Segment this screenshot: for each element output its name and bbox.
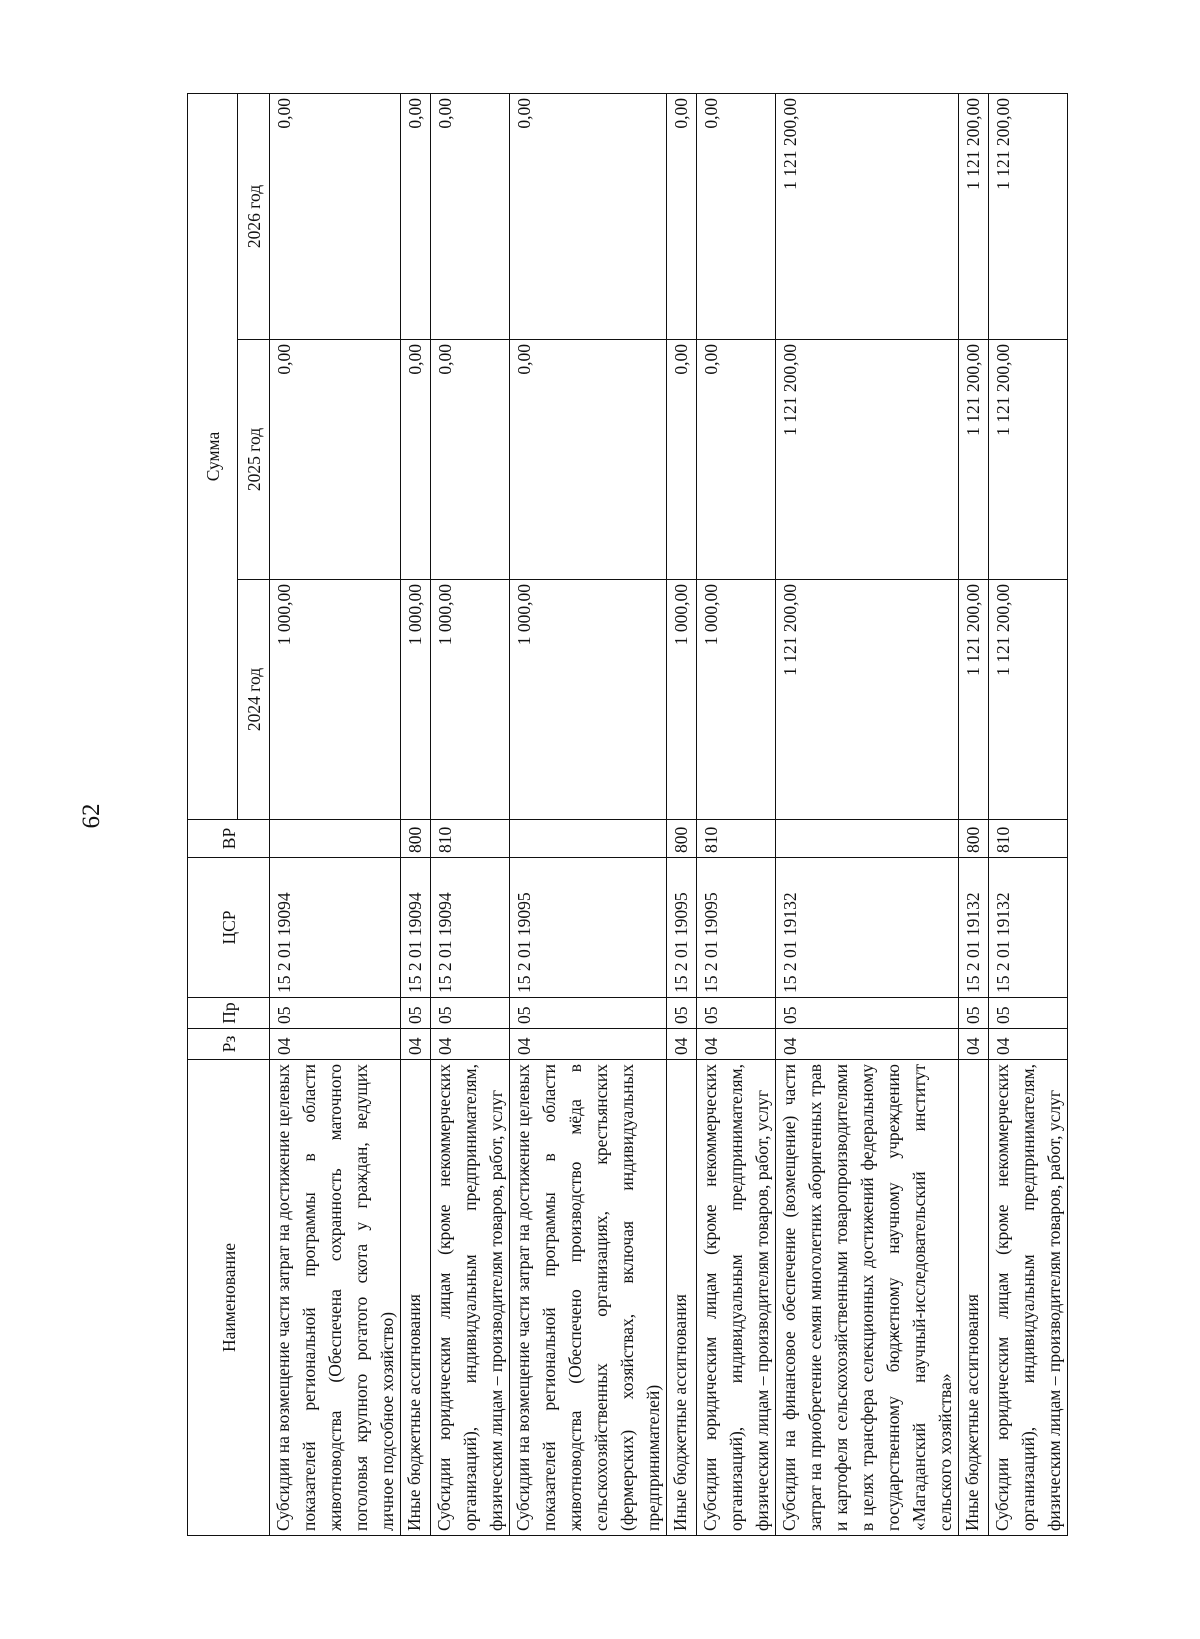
cell-csr: 15 2 01 19132 [989, 858, 1068, 998]
cell-csr: 15 2 01 19095 [697, 858, 776, 998]
rotated-table-frame [187, 94, 1067, 1536]
cell-amount-2025: 1 121 200,00 [989, 340, 1068, 580]
table-row [959, 93, 989, 1535]
cell-vr: 810 [989, 820, 1068, 858]
table-row [510, 93, 667, 1535]
cell-rz: 04 [510, 1029, 667, 1060]
cell-pr: 05 [510, 998, 667, 1029]
cell-vr: 800 [667, 820, 697, 858]
cell-csr: 15 2 01 19132 [959, 858, 989, 998]
cell-amount-2025: 1 121 200,00 [776, 340, 959, 580]
header-name: Наименование [188, 1060, 270, 1536]
cell-amount-2026: 0,00 [697, 93, 776, 339]
cell-amount-2025: 0,00 [697, 340, 776, 580]
cell-csr: 15 2 01 19094 [431, 858, 510, 998]
header-sum: Сумма [188, 93, 238, 819]
header-rz: Рз [188, 1029, 270, 1060]
cell-amount-2025: 1 121 200,00 [959, 340, 989, 580]
cell-amount-2026: 1 121 200,00 [776, 93, 959, 339]
cell-pr: 05 [959, 998, 989, 1029]
cell-amount-2024: 1 000,00 [270, 580, 401, 820]
cell-amount-2026: 0,00 [401, 93, 431, 339]
cell-pr: 05 [270, 998, 401, 1029]
cell-rz: 04 [989, 1029, 1068, 1060]
cell-name: Иные бюджетные ассигнования [401, 1060, 431, 1536]
table-row [776, 93, 959, 1535]
cell-pr: 05 [431, 998, 510, 1029]
cell-rz: 04 [270, 1029, 401, 1060]
page-number: 62 [78, 803, 105, 829]
cell-name: Субсидии на финансовое обеспечение (возмещение) части затрат на приобретение семян многолетних аборигенных трав и картофеля сельскохозяйственными товаропроизводителями в целях трансфера селекционных достижений федеральному государственному бюджетному научному учреждению «Магаданский научный-исследовательский институт сельского хозяйства» [776, 1060, 959, 1536]
cell-pr: 05 [667, 998, 697, 1029]
cell-amount-2026: 0,00 [510, 93, 667, 339]
cell-amount-2026: 0,00 [667, 93, 697, 339]
header-row-1 [188, 93, 238, 1535]
header-vr: ВР [188, 820, 270, 858]
table-row [401, 93, 431, 1535]
cell-csr: 15 2 01 19095 [510, 858, 667, 998]
cell-rz: 04 [401, 1029, 431, 1060]
cell-name: Субсидии юридическим лицам (кроме некоммерческих организаций), индивидуальным предпринимателям, физическим лицам – производителям товаров, работ, услуг [989, 1060, 1068, 1536]
cell-amount-2024: 1 000,00 [431, 580, 510, 820]
cell-vr: 810 [697, 820, 776, 858]
cell-amount-2024: 1 121 200,00 [989, 580, 1068, 820]
cell-vr: 810 [431, 820, 510, 858]
cell-amount-2024: 1 121 200,00 [959, 580, 989, 820]
table-row [667, 93, 697, 1535]
cell-csr: 15 2 01 19094 [401, 858, 431, 998]
cell-name: Субсидии юридическим лицам (кроме некоммерческих организаций), индивидуальным предпринимателям, физическим лицам – производителям товаров, работ, услуг [431, 1060, 510, 1536]
cell-amount-2024: 1 000,00 [667, 580, 697, 820]
cell-vr [510, 820, 667, 858]
cell-vr [270, 820, 401, 858]
cell-rz: 04 [667, 1029, 697, 1060]
cell-vr: 800 [401, 820, 431, 858]
header-year-2026: 2026 год [238, 93, 270, 339]
cell-amount-2024: 1 121 200,00 [776, 580, 959, 820]
cell-rz: 04 [431, 1029, 510, 1060]
header-csr: ЦСР [188, 858, 270, 998]
table-row [989, 93, 1068, 1535]
cell-amount-2024: 1 000,00 [697, 580, 776, 820]
header-pr: Пр [188, 998, 270, 1029]
cell-name: Субсидии юридическим лицам (кроме некоммерческих организаций), индивидуальным предпринимателям, физическим лицам – производителям товаров, работ, услуг [697, 1060, 776, 1536]
cell-pr: 05 [401, 998, 431, 1029]
cell-name: Иные бюджетные ассигнования [667, 1060, 697, 1536]
cell-amount-2026: 1 121 200,00 [989, 93, 1068, 339]
cell-rz: 04 [959, 1029, 989, 1060]
cell-vr: 800 [959, 820, 989, 858]
cell-pr: 05 [989, 998, 1068, 1029]
cell-rz: 04 [697, 1029, 776, 1060]
cell-amount-2024: 1 000,00 [510, 580, 667, 820]
cell-pr: 05 [776, 998, 959, 1029]
cell-name: Субсидии на возмещение части затрат на достижение целевых показателей региональной программы в области животноводства (Обеспечено производство мёда в сельскохозяйственных организациях, крестьянских (фермерских) хозяйствах, включая индивидуальных предпринимателей) [510, 1060, 667, 1536]
table-row [697, 93, 776, 1535]
cell-pr: 05 [697, 998, 776, 1029]
cell-amount-2025: 0,00 [431, 340, 510, 580]
cell-csr: 15 2 01 19132 [776, 858, 959, 998]
cell-amount-2024: 1 000,00 [401, 580, 431, 820]
header-year-2024: 2024 год [238, 580, 270, 820]
table-container [187, 94, 1067, 1536]
table-row [270, 93, 401, 1535]
cell-amount-2025: 0,00 [270, 340, 401, 580]
cell-amount-2026: 1 121 200,00 [959, 93, 989, 339]
cell-amount-2025: 0,00 [510, 340, 667, 580]
header-year-2025: 2025 год [238, 340, 270, 580]
cell-csr: 15 2 01 19095 [667, 858, 697, 998]
cell-vr [776, 820, 959, 858]
cell-amount-2025: 0,00 [667, 340, 697, 580]
cell-name: Субсидии на возмещение части затрат на достижение целевых показателей региональной программы в области животноводства (Обеспечена сохранность маточного поголовья крупного рогатого скота у граждан, ведущих личное подсобное хозяйство) [270, 1060, 401, 1536]
budget-table [187, 93, 1068, 1536]
cell-amount-2026: 0,00 [270, 93, 401, 339]
table-row [431, 93, 510, 1535]
cell-csr: 15 2 01 19094 [270, 858, 401, 998]
cell-amount-2026: 0,00 [431, 93, 510, 339]
cell-name: Иные бюджетные ассигнования [959, 1060, 989, 1536]
cell-rz: 04 [776, 1029, 959, 1060]
cell-amount-2025: 0,00 [401, 340, 431, 580]
